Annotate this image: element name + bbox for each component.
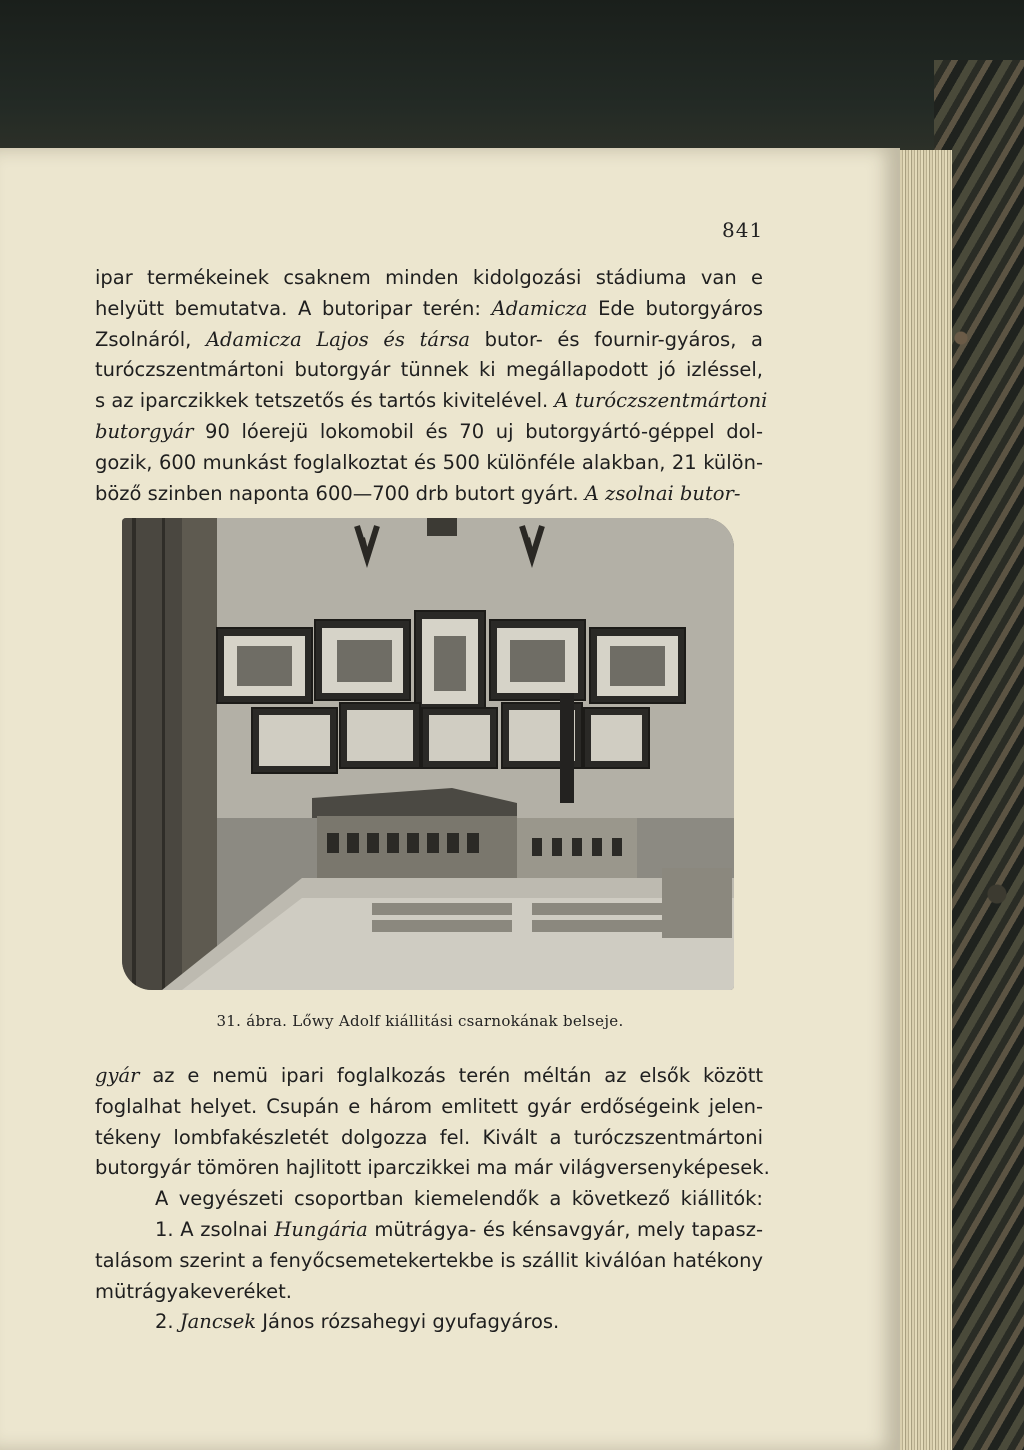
text-line [95,1061,763,1092]
text-run: tékeny lombfakészletét dolgozza fel. Kivált a turóczszentmártoni [95,1125,763,1149]
text-run: az e nemü ipari foglalkozás terén méltán az elsők között [139,1064,763,1087]
paragraph-2 [95,1061,770,1338]
text-run: böző szinben naponta 600—700 drb butort gyárt. [95,481,585,505]
text-run: 2. [155,1310,180,1334]
text-run: János rózsahegyi gyufagyáros. [256,1310,560,1334]
text-line [95,1307,763,1338]
text-run: foglalhat helyet. Csupán e három emlitett gyár erdőségeink jelen- [95,1094,763,1118]
text-run: turóczszentmártoni butorgyár tünnek ki megállapodott jó izléssel, [95,358,763,382]
text-run: A vegyészeti csoportban kiemelendők a következő kiállitók: [155,1187,763,1211]
text-run: butor- és fournir-gyáros, a [470,327,763,351]
text-line [95,1123,763,1154]
text-line [95,1184,763,1215]
italic-text: Hungária [274,1217,368,1241]
italic-text: Jancsek [179,1310,257,1334]
figure-caption: 31. ábra. Lőwy Adolf kiállitási csarnokának belseje. [216,1012,624,1030]
paragraph-1 [95,263,768,509]
text-line [95,1277,763,1308]
text-run: butorgyár tömören hajlitott iparczikkei ma már világversenyképesek. [95,1156,770,1180]
text-run: Ede butorgyáros [587,296,763,320]
text-run: 90 lóerejü lokomobil és 70 uj butorgyártó-géppel dol- [193,419,763,443]
text-line [95,1246,763,1277]
text-run: talásom szerint a fenyőcsemetekertekbe is szállit kiválóan hatékony [95,1248,763,1272]
text-run: ipar termékeinek csaknem minden kidolgozási stádiuma van e [95,266,763,289]
text-run: s az iparczikkek tetszetős és tartós kivitelével. [95,389,555,413]
italic-text: butorgyár [95,419,194,443]
exhibition-hall-photo [122,518,734,990]
italic-text: Adamicza Lajos és társa [205,327,470,351]
text-run: gozik, 600 munkást foglalkoztat és 500 különféle alakban, 21 külön- [95,450,763,474]
text-run: Zsolnáról, [95,327,206,351]
italic-text: A zsolnai butor- [584,481,741,505]
text-line [95,263,763,294]
text-line [95,325,763,356]
page-number: 841 [722,218,764,242]
italic-text: Adamicza [491,296,588,320]
figure-photo [122,518,734,990]
text-run: mütrágya- és kénsavgyár, mely tapasz- [367,1217,763,1241]
text-line [95,1153,770,1184]
italic-text: gyár [95,1064,140,1087]
text-line [95,417,763,448]
text-line [95,1092,763,1123]
text-line [95,294,763,325]
text-line [95,448,763,479]
text-run: mütrágyakeveréket. [95,1279,292,1303]
text-line [95,479,763,510]
text-line [95,1215,763,1246]
italic-text: A turóczszentmártoni [554,389,768,413]
scan-background [0,0,1024,150]
text-run: helyütt bemutatva. A butoripar terén: [95,296,492,320]
text-run: 1. A zsolnai [155,1217,275,1241]
text-line [95,355,763,386]
text-line [95,386,768,417]
